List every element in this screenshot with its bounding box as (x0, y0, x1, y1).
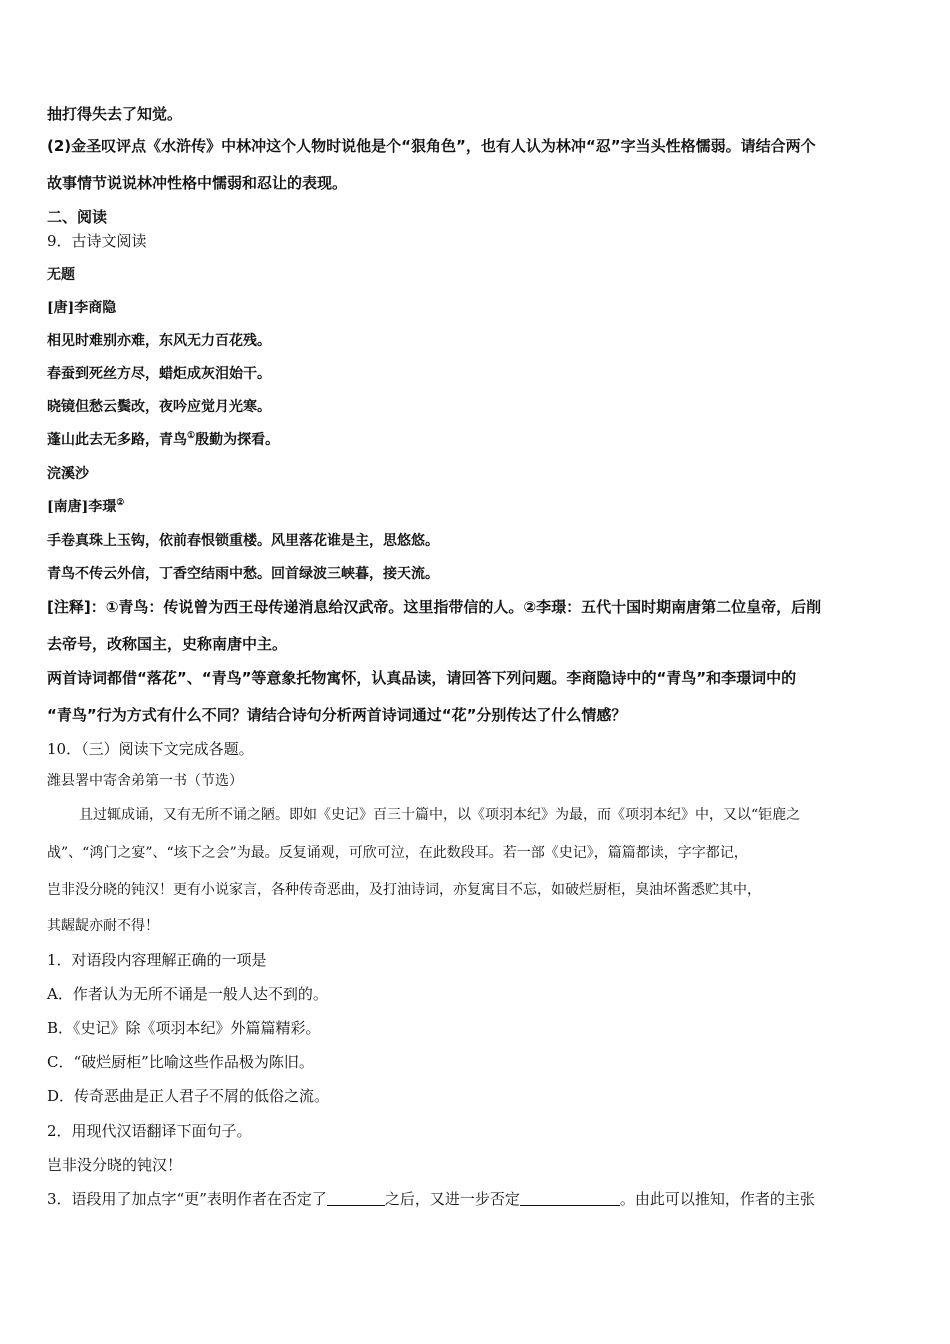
poem1-line: 晓镜但愁云鬓改，夜吟应觉月光寒。 (47, 399, 271, 415)
q8-part2-line2: 故事情节说说林冲性格中懦弱和忍让的表现。 (47, 174, 348, 192)
sub3-line (47, 1189, 815, 1209)
q9-question-line1: 两首诗词都借“落花”、“青鸟”等意象托物寓怀，认真品读，请回答下列问题。李商隐诗中的“青鸟”和李璟词中的 (47, 669, 797, 687)
passage-line: 岂非没分晓的钝汉！更有小说家言，各种传奇恶曲，及打油诗词，亦复寓目不忘，如破烂厨柜，臭油坏酱悉贮其中， (47, 882, 761, 898)
sub3-part3: 。由此可以推知，作者的主张 (619, 1190, 815, 1208)
poem1-author: [唐]李商隐 (47, 300, 117, 316)
sub1-stem: 1．对语段内容理解正确的一项是 (47, 951, 267, 969)
passage-line: 战”、“鸿门之宴”、“垓下之会”为最。反复诵观，可欣可泣，在此数段耳。若一部《史记》，篇篇都读，字字都记， (47, 845, 748, 861)
sub2-stem: 2．用现代汉语翻译下面句子。 (47, 1122, 252, 1140)
fill-blank-1[interactable] (327, 1191, 385, 1206)
passage-line: 且过辄成诵，又有无所不诵之陋。即如《史记》百三十篇中，以《项羽本纪》为最，而《项羽本纪》中，又以“钜鹿之 (79, 807, 801, 823)
q10-title: 10．（三）阅读下文完成各题。 (47, 740, 254, 758)
footnote-mark-2: ② (116, 498, 125, 508)
option-d: D．传奇恶曲是正人君子不屑的低俗之流。 (47, 1087, 330, 1105)
option-a: A．作者认为无所不诵是一般人达不到的。 (47, 985, 328, 1003)
poem2-author-text: [南唐]李璟 (47, 499, 117, 515)
q9-note-line1: [注释]：①青鸟：传说曾为西王母传递消息给汉武帝。这里指带信的人。②李璟：五代十国时期南唐第二位皇帝，后削 (47, 598, 822, 616)
q8-tail: 抽打得失去了知觉。 (47, 105, 183, 123)
poem2-title: 浣溪沙 (47, 466, 89, 482)
q8-part2-line1: (2)金圣叹评点《水浒传》中林冲这个人物时说他是个“狠角色”，也有人认为林冲“忍”字当头性格懦弱。请结合两个 (47, 137, 816, 155)
sub3-part1: 3．语段用了加点字“更”表明作者在否定了 (47, 1190, 327, 1208)
section-title-reading: 二、阅读 (47, 208, 108, 226)
q9-title-text: 9．古诗文阅读 (47, 232, 147, 250)
passage-line: 其龌龊亦耐不得！ (47, 918, 159, 934)
fill-blank-2[interactable] (520, 1191, 620, 1206)
q9-title (47, 231, 147, 251)
poem2-author (47, 497, 124, 517)
sub2-sentence: 岂非没分晓的钝汉！ (47, 1156, 183, 1174)
sub3-part2: 之后，又进一步否定 (384, 1190, 520, 1208)
option-b: B．《史记》除《项羽本纪》外篇篇精彩。 (47, 1019, 321, 1037)
poem1-line: 春蚕到死丝方尽，蜡炬成灰泪始干。 (47, 366, 271, 382)
q9-question-line2: “青鸟”行为方式有什么不同？请结合诗句分析两首诗词通过“花”分别传达了什么情感？ (47, 706, 627, 724)
option-c: C．“破烂厨柜”比喻这些作品极为陈旧。 (47, 1053, 314, 1071)
poem1-line (47, 430, 279, 450)
footnote-mark-1: ① (187, 431, 196, 441)
poem1-title: 无题 (47, 267, 75, 283)
poem2-line: 青鸟不传云外信，丁香空结雨中愁。回首绿波三峡暮，接天流。 (47, 566, 439, 582)
poem1-line: 相见时难别亦难，东风无力百花残。 (47, 333, 271, 349)
poem1-line4-before: 蓬山此去无多路，青鸟 (47, 432, 187, 448)
poem1-line4-after: 殷勤为探看。 (195, 432, 280, 448)
passage-title: 潍县署中寄舍弟第一书（节选） (47, 773, 243, 789)
q9-note-line2: 去帝号，改称国主，史称南唐中主。 (47, 635, 288, 653)
poem2-line: 手卷真珠上玉钩，依前春恨锁重楼。风里落花谁是主，思悠悠。 (47, 533, 439, 549)
